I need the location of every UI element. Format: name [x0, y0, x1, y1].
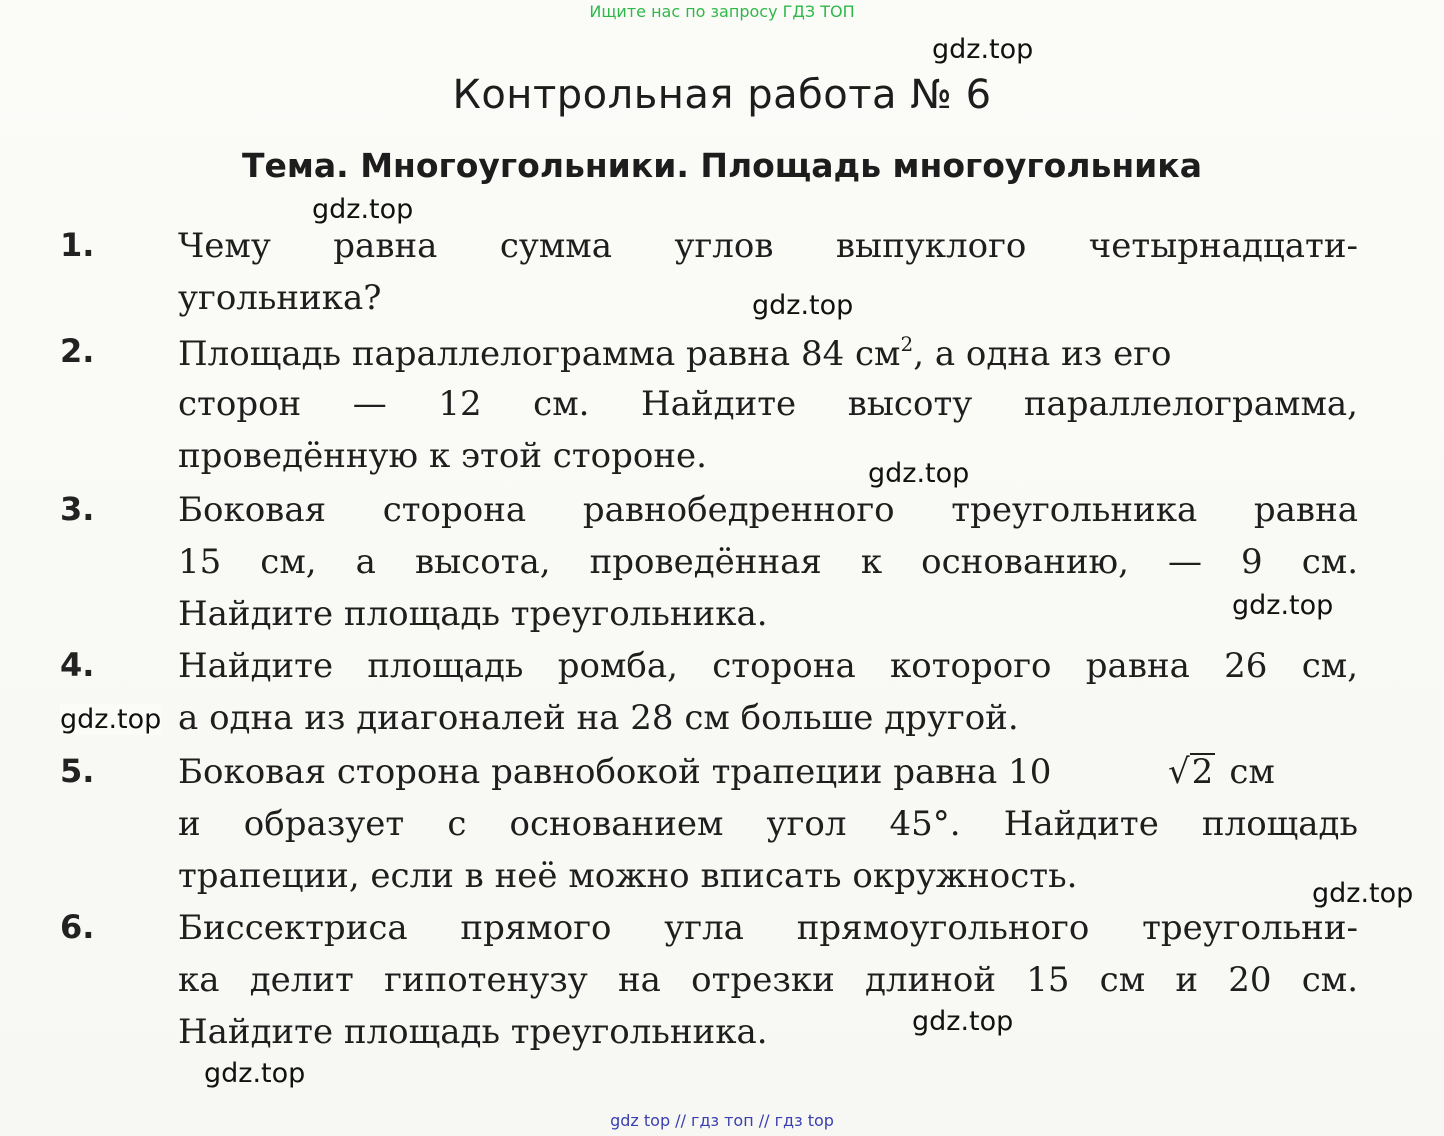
task-2-line-1-tail: , а одна из его [913, 334, 1172, 374]
task-5-line-2: и образует с основанием угол 45°. Найдите площадь [178, 804, 1358, 844]
task-5-radical [1168, 752, 1275, 792]
task-5-radicand: 2 [1191, 752, 1214, 792]
watermark: gdz.top [1232, 590, 1334, 621]
task-2-line-1-text: Площадь параллелограмма равна 84 см [178, 334, 901, 374]
task-2-line-1 [178, 332, 1358, 374]
task-number-4: 4. [60, 646, 95, 684]
task-2-line-2: сторон — 12 см. Найдите высоту параллелограмма, [178, 384, 1358, 424]
task-number-6: 6. [60, 908, 95, 946]
watermark: gdz.top [868, 458, 970, 489]
task-number-5: 5. [60, 752, 95, 790]
task-4-line-2: а одна из диагоналей на 28 см больше другой. [178, 698, 1019, 738]
task-5-line-1-text: Боковая сторона равнобокой трапеции равна 10 [178, 752, 1052, 792]
watermark: gdz.top [60, 704, 162, 735]
task-number-3: 3. [60, 490, 95, 528]
watermark: gdz.top [912, 1006, 1014, 1037]
task-2-line-3: проведённую к этой стороне. [178, 436, 707, 476]
watermark: gdz.top [752, 290, 854, 321]
task-5-line-3: трапеции, если в неё можно вписать окружность. [178, 856, 1078, 896]
task-6-line-3: Найдите площадь треугольника. [178, 1012, 768, 1052]
task-3-line-2: 15 см, а высота, проведённая к основанию, — 9 см. [178, 542, 1358, 582]
sqrt-sign-icon: √ [1168, 752, 1190, 792]
page-title: Контрольная работа № 6 [452, 72, 992, 118]
watermark: gdz.top [204, 1058, 306, 1089]
bottom-banner-link[interactable]: gdz top // гдз топ // гдз top [610, 1111, 834, 1130]
task-number-1: 1. [60, 226, 95, 264]
task-3-line-3: Найдите площадь треугольника. [178, 594, 768, 634]
task-6-line-1: Биссектриса прямого угла прямоугольного треугольни- [178, 908, 1358, 948]
task-number-2: 2. [60, 332, 95, 370]
task-5-line-1-tail: см [1229, 752, 1275, 792]
top-banner-link[interactable]: Ищите нас по запросу ГДЗ ТОП [589, 2, 855, 21]
task-3-line-1: Боковая сторона равнобедренного треугольника равна [178, 490, 1358, 530]
task-1-line-2: угольника? [178, 278, 382, 318]
watermark: gdz.top [932, 34, 1034, 65]
watermark: gdz.top [1312, 878, 1414, 909]
task-2-superscript: 2 [900, 332, 914, 356]
task-1-line-1: Чему равна сумма углов выпуклого четырнадцати- [178, 226, 1358, 266]
task-4-line-1: Найдите площадь ромба, сторона которого равна 26 см, [178, 646, 1358, 686]
task-6-line-2: ка делит гипотенузу на отрезки длиной 15 см и 20 см. [178, 960, 1358, 1000]
page-subtitle: Тема. Многоугольники. Площадь многоугольника [242, 146, 1202, 185]
watermark: gdz.top [312, 194, 414, 225]
